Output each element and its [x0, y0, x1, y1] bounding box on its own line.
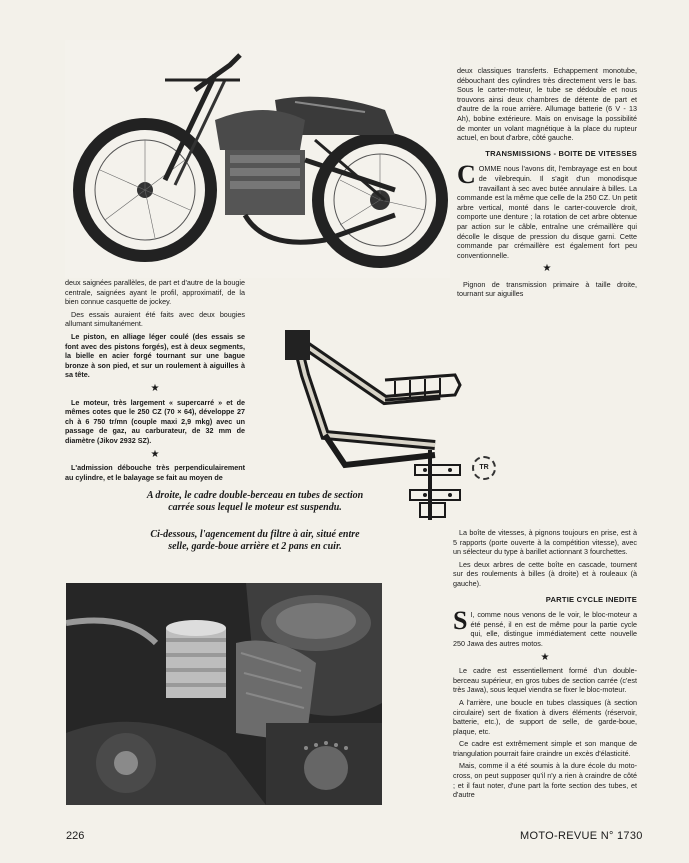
page-number: 226	[66, 830, 85, 842]
gear-logo: TR	[472, 456, 496, 480]
motorcycle-illustration	[65, 40, 450, 278]
paragraph: Des essais auraient été faits avec deux bougies allumant simultanément.	[65, 309, 245, 329]
heading-partie-cycle: PARTIE CYCLE INEDITE	[545, 594, 637, 604]
air-filter-photo	[66, 583, 382, 805]
paragraph: A l'arrière, une boucle en tubes classiques (à section circulaire) sert de fixation à divers éléments (réservoir, batterie, etc.), de support de selle, de garde-boue, plaque, etc.	[453, 697, 637, 736]
paragraph: Les deux arbres de cette boîte en cascade, tournent sur des roulements à billes (à droite) et à rouleaux (à gauche).	[453, 559, 637, 588]
star-separator: ★	[542, 263, 552, 275]
star-separator: ★	[150, 382, 160, 394]
paragraph: deux classiques transferts. Echappement monotube, débouchant des cylindres très directement vers le bas. Sous le carter-moteur, le tube se dédouble et nous trouvons ainsi deux chambres de détente de part et d'autre de la roue arrière. Allumage batterie (6 V - 13 Ah), bobine extérieure. Mais on envisage la possibilité de monter un volant magnétique à la place du rupteur actuel, en bout d'arbre, côté gauche.	[457, 66, 637, 143]
caption-frame: A droite, le cadre double-berceau en tubes de section carrée sous lequel le moteur est suspendu.	[146, 490, 364, 513]
paragraph: Ce cadre est extrêmement simple et son manque de triangulation pourrait faire craindre un excès d'élasticité.	[453, 739, 637, 758]
star-separator: ★	[150, 448, 160, 460]
motorcycle-photo	[65, 40, 450, 278]
paragraph: Le cadre est essentiellement formé d'un double-berceau supérieur, en gros tubes de section carrée (c'est très Jawa), sous lequel viendra se fixer le bloc-moteur.	[453, 666, 637, 695]
right-column-top-text	[457, 66, 637, 302]
caption-pignon: Pignon de transmission primaire à taille droite, tournant sur aiguilles	[457, 279, 637, 299]
paragraph: deux saignées parallèles, de part et d'autre de la bougie centrale, saignées ayant le profil, approximatif, de la bien connue casquette de jockey.	[65, 278, 245, 307]
drop-cap: C	[457, 160, 476, 190]
drop-cap: S	[453, 606, 468, 636]
magazine-title: MOTO-REVUE N° 1730	[520, 830, 643, 842]
heading-transmissions: TRANSMISSIONS - BOITE DE VITESSES	[485, 148, 637, 158]
left-column-text	[65, 278, 245, 485]
paragraph: Le moteur, très largement « supercarré » et de mêmes cotes que le 250 CZ (70 × 64), développe 27 ch à 6 750 tr/mn (couple maxi 2,9 mkg) avec un passage de gaz, au carburateur, de 32 mm de diamètre (Jikov 2932 SZ).	[65, 397, 245, 445]
paragraph: L'admission débouche très perpendiculairement au cylindre, et le balayage se fait au moyen de	[65, 463, 245, 482]
paragraph: La boîte de vitesses, à pignons toujours en prise, est à 5 rapports (porte ouverte à la compétition vitesse), avec un sélecteur du type à barillet actionnant 3 fourchettes.	[453, 528, 637, 557]
caption-air-filter: Ci-dessous, l'agencement du filtre à air, situé entre selle, garde-boue arrière et 2 pans en cuir.	[150, 529, 360, 552]
paragraph: Le piston, en alliage léger coulé (des essais se font avec des pistons forgés), est à deux segments, la bielle en acier forgé tournant sur une bague bronze à son pied, et sur un roulement à aiguilles à sa tête.	[65, 331, 245, 380]
paragraph: OMME nous l'avons dit, l'embrayage est en bout de vilebrequin. Il s'agit d'un monodisque travaillant à sec avec butée annulaire à billes. La commande est la même que celle de la 250 CZ. Un petit arbre vertical, monté dans le carter-couvercle droit, comporte une denture ; la rotation de cet arbre obtenue par action sur le câble, entraîne une crémaillère qui décolle le disque de pression du disque garni. Cette commande par crémaillère est également fort peu conventionnelle.	[457, 164, 637, 260]
right-column-bottom-text	[453, 528, 637, 803]
star-separator: ★	[540, 651, 550, 663]
paragraph: I, comme nous venons de le voir, le bloc-moteur a été pensé, il en est de même pour la partie cycle qui, elle, distingue immédiatement cette nouvelle 250 Jawa des autres motos.	[453, 610, 637, 648]
paragraph: Mais, comme il a été soumis à la dure école du moto-cross, on peut supposer qu'il n'y a rien à craindre de côté ; et il faut noter, d'une part la forte section des tubes, et d'autre	[453, 761, 637, 800]
